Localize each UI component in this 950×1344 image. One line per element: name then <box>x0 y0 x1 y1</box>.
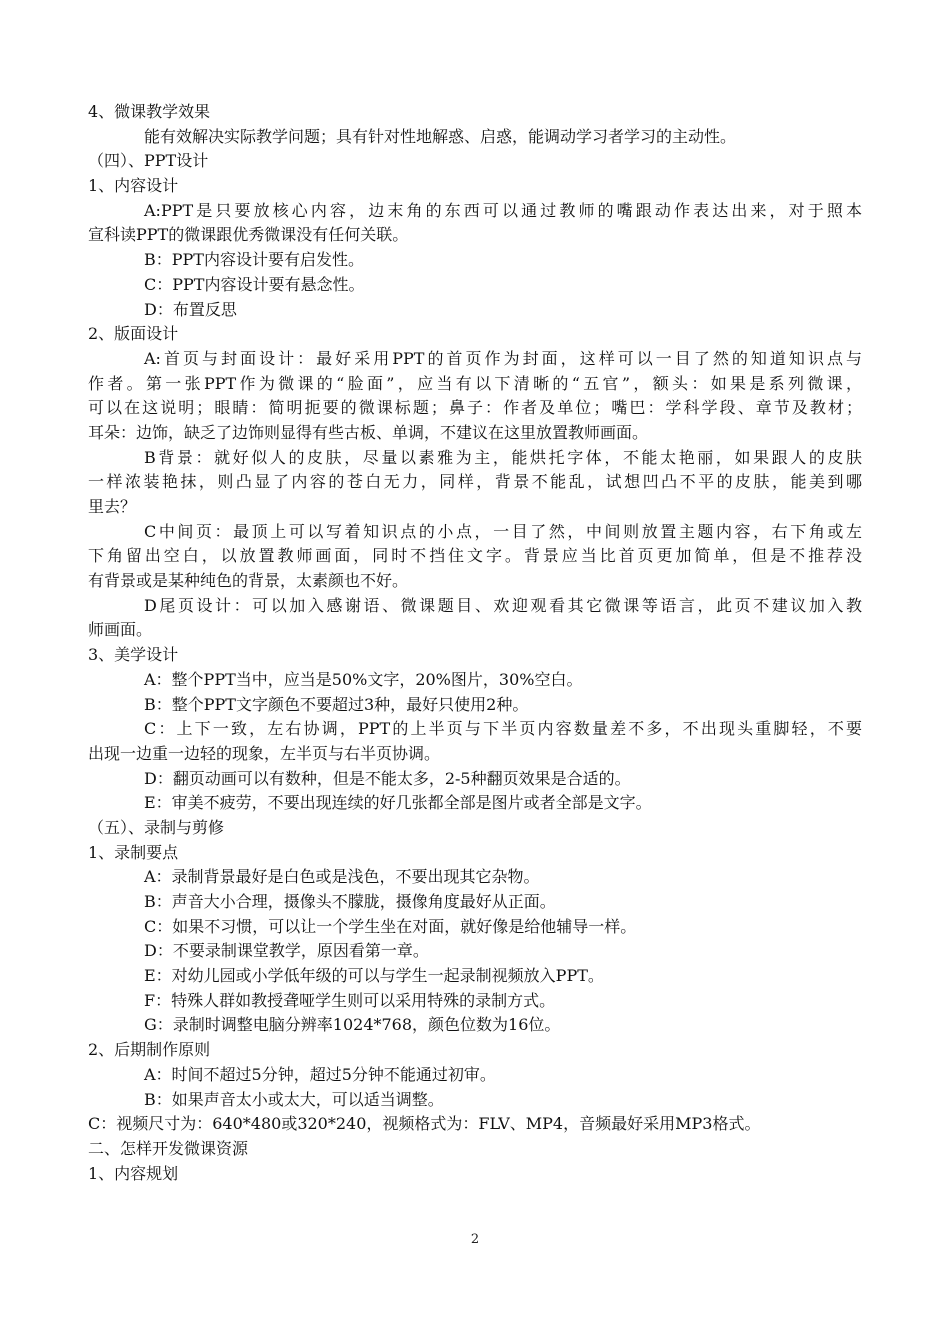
section-heading: 4、微课教学效果 <box>88 102 211 121</box>
paragraph-line: 宣科读PPT的微课跟优秀微课没有任何关联。 <box>88 225 409 245</box>
section-heading: 1、录制要点 <box>88 842 179 862</box>
paragraph-line: 有背景或是某种纯色的背景，太素颜也不好。 <box>88 571 409 591</box>
section-heading: 3、美学设计 <box>88 645 179 665</box>
paragraph-line: D：翻页动画可以有数种，但是不能太多，2-5种翻页效果是合适的。 <box>144 768 631 788</box>
paragraph-line: B：整个PPT文字颜色不要超过3种，最好只使用2种。 <box>144 694 529 714</box>
paragraph-line: 耳朵：边饰，缺乏了边饰则显得有些古板、单调，不建议在这里放置教师画面。 <box>88 422 649 442</box>
paragraph-line: A：录制背景最好是白色或是浅色，不要出现其它杂物。 <box>144 867 540 887</box>
page-number: 2 <box>470 1232 480 1247</box>
section-heading: 2、后期制作原则 <box>88 1040 211 1060</box>
paragraph-line: 能有效解决实际教学问题；具有针对性地解惑、启惑，能调动学习者学习的主动性。 <box>144 126 737 146</box>
paragraph-line: E：对幼儿园或小学低年级的可以与学生一起录制视频放入PPT。 <box>144 966 604 986</box>
paragraph-line: 下角留出空白，以放置教师画面，同时不挡住文字。背景应当比首页更加简单，但是不推荐没 <box>88 546 862 566</box>
paragraph-line: F：特殊人群如教授聋哑学生则可以采用特殊的录制方式。 <box>144 990 556 1010</box>
paragraph-line: D：布置反思 <box>144 299 237 319</box>
paragraph-line: B：如果声音太小或太大，可以适当调整。 <box>144 1089 444 1109</box>
paragraph-line: C：上下一致，左右协调，PPT的上半页与下半页内容数量差不多，不出现头重脚轻，不要 <box>144 719 862 739</box>
paragraph-line: 师画面。 <box>88 620 153 640</box>
section-heading: 二、怎样开发微课资源 <box>88 1138 249 1158</box>
section-heading: 2、版面设计 <box>88 324 179 344</box>
section-heading: （四）、PPT设计 <box>88 151 209 171</box>
paragraph-line: 出现一边重一边轻的现象，左半页与右半页协调。 <box>88 743 441 763</box>
paragraph-line: A:首页与封面设计：最好采用PPT的首页作为封面，这样可以一目了然的知道知识点与 <box>144 348 862 368</box>
paragraph-line: G：录制时调整电脑分辨率1024*768，颜色位数为16位。 <box>144 1015 561 1035</box>
paragraph-line: C：视频尺寸为：640*480或320*240，视频格式为：FLV、MP4，音频最好采用MP3格式。 <box>88 1114 761 1134</box>
paragraph-line: C：如果不习惯，可以让一个学生坐在对面，就好像是给他辅导一样。 <box>144 916 637 936</box>
paragraph-line: E：审美不疲劳，不要出现连续的好几张都全部是图片或者全部是文字。 <box>144 793 652 813</box>
paragraph-line: B背景：就好似人的皮肤，尽量以素雅为主，能烘托字体，不能太艳丽，如果跟人的皮肤 <box>144 447 862 467</box>
paragraph-line: 作者。第一张PPT作为微课的“脸面”，应当有以下清晰的“五官”，额头：如果是系列微课， <box>88 373 862 393</box>
section-heading: 1、内容规划 <box>88 1163 179 1183</box>
paragraph-line: 可以在这说明；眼睛：简明扼要的微课标题；鼻子：作者及单位；嘴巴：学科学段、章节及教材； <box>88 398 862 418</box>
paragraph-line: 一样浓装艳抹，则凸显了内容的苍白无力，同样，背景不能乱，试想凹凸不平的皮肤，能美到哪 <box>88 472 862 492</box>
paragraph-line: D：不要录制课堂教学，原因看第一章。 <box>144 941 429 961</box>
paragraph-line: D尾页设计：可以加入感谢语、微课题目、欢迎观看其它微课等语言，此页不建议加入教 <box>144 595 862 615</box>
paragraph-line: C中间页：最顶上可以写着知识点的小点，一目了然，中间则放置主题内容，右下角或左 <box>144 521 862 541</box>
paragraph-line: B：PPT内容设计要有启发性。 <box>144 250 364 270</box>
body-text <box>88 100 862 1186</box>
paragraph-line: 里去？ <box>88 497 137 516</box>
paragraph-line: A:PPT是只要放核心内容，边末角的东西可以通过教师的嘴跟动作表达出来，对于照本 <box>144 200 862 220</box>
paragraph-line: C：PPT内容设计要有悬念性。 <box>144 274 365 294</box>
section-heading: （五）、录制与剪修 <box>88 817 225 837</box>
paragraph-line: A：时间不超过5分钟，超过5分钟不能通过初审。 <box>144 1064 496 1084</box>
section-heading: 1、内容设计 <box>88 176 179 196</box>
paragraph-line: B：声音大小合理，摄像头不朦胧，摄像角度最好从正面。 <box>144 892 556 911</box>
paragraph-line: A：整个PPT当中，应当是50%文字，20%图片，30%空白。 <box>144 669 583 689</box>
